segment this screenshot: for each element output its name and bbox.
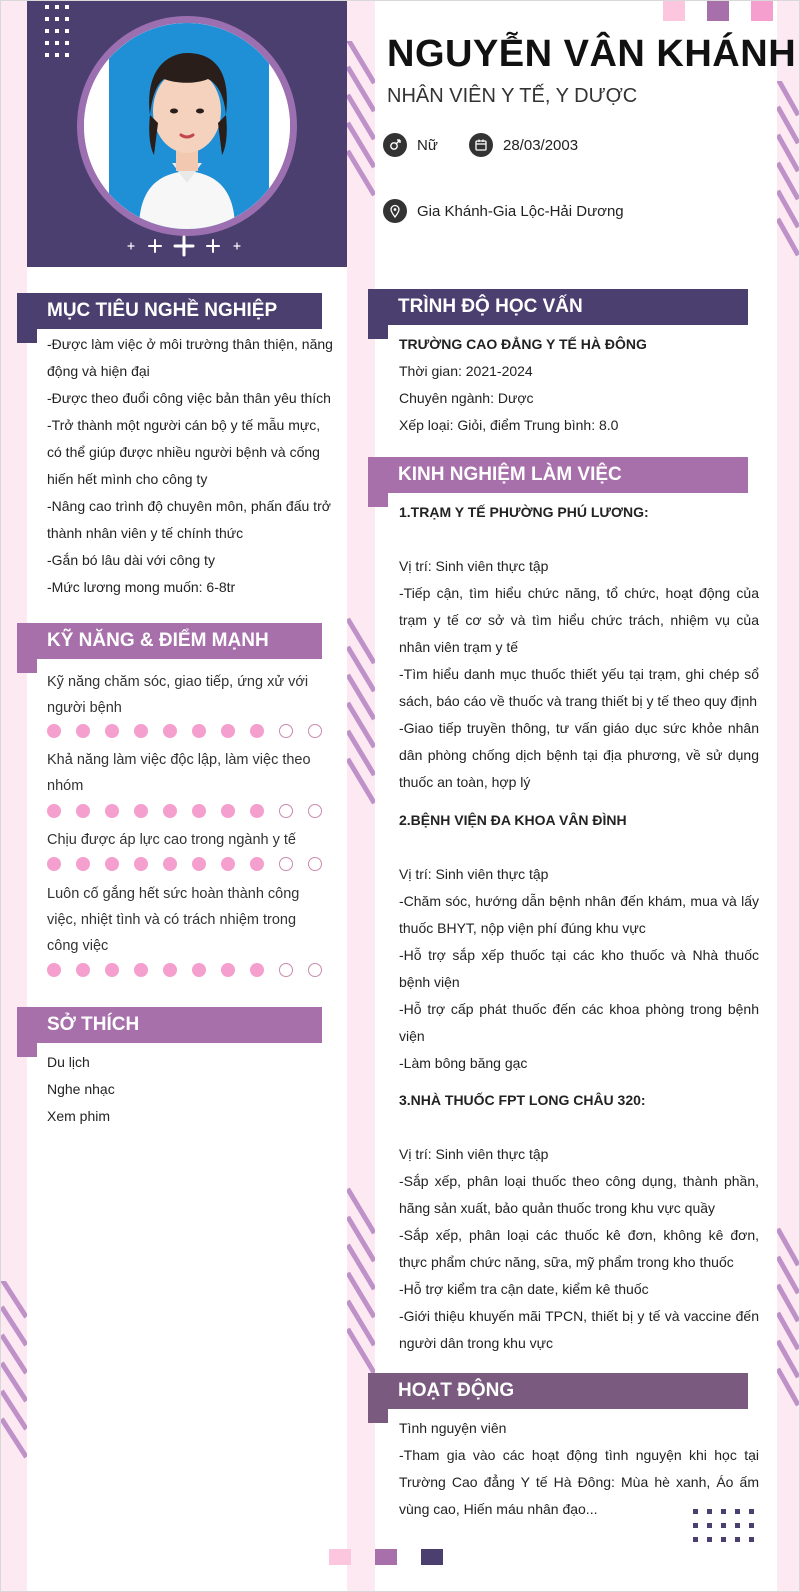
- job-task: -Hỗ trợ sắp xếp thuốc tại các kho thuốc và Nhà thuốc bệnh viện: [399, 947, 759, 990]
- activity-text: -Tham gia vào các hoạt động tình nguyện khi học tại Trường Cao đẳng Y tế Hà Đông: Mùa hè xanh, Áo ấm vùng cao, Hiến máu nhân đạo...: [399, 1447, 759, 1517]
- address-value: Gia Khánh-Gia Lộc-Hải Dương: [417, 202, 624, 220]
- rating-dot-filled: [250, 724, 264, 738]
- education-grade: Xếp loại: Giỏi, điểm Trung bình: 8.0: [399, 417, 619, 433]
- objective-line: -Gắn bó lâu dài với công ty: [47, 552, 215, 568]
- gender-value: Nữ: [417, 136, 438, 154]
- objective-section-header: [17, 293, 322, 329]
- stripe-pattern-left: [1, 1281, 27, 1481]
- job-task: -Giới thiệu khuyến mãi TPCN, thiết bị y tế và vaccine đến người dân trong khu vực: [399, 1308, 759, 1351]
- rating-dot-filled: [76, 857, 90, 871]
- job-position: Vị trí: Sinh viên thực tập: [399, 1146, 549, 1162]
- rating-dot-filled: [221, 963, 235, 977]
- rating-dot-empty: [308, 724, 322, 738]
- rating-dot-filled: [192, 724, 206, 738]
- rating-dot-empty: [279, 804, 293, 818]
- job-entry-2: [399, 807, 759, 1077]
- activity-title: Tình nguyện viên: [399, 1420, 507, 1436]
- rating-dot-filled: [192, 963, 206, 977]
- rating-dot-filled: [76, 963, 90, 977]
- rating-dot-filled: [76, 724, 90, 738]
- job-entry-3: [399, 1087, 759, 1357]
- objective-line: -Được làm việc ở môi trường thân thiện, năng động và hiện đại: [47, 336, 333, 379]
- activities-heading: HOẠT ĐỘNG: [398, 1380, 515, 1401]
- education-period: Thời gian: 2021-2024: [399, 363, 533, 379]
- job-task: -Tiếp cận, tìm hiểu chức năng, tổ chức, hoạt động của trạm y tế cơ sở và tìm hiểu chức trách, nhiệm vụ của nhân viên trạm y tế: [399, 585, 759, 655]
- address-info: [383, 199, 624, 223]
- skill-label: Khả năng làm việc độc lập, làm việc theo nhóm: [47, 752, 311, 794]
- decor-square-pink: [663, 1, 685, 21]
- activities-section-header: [368, 1373, 748, 1409]
- rating-dot-filled: [134, 724, 148, 738]
- stripe-pattern-right: [777, 81, 799, 1501]
- rating-dot-filled: [250, 963, 264, 977]
- skill-rating: [47, 804, 322, 818]
- rating-dot-filled: [134, 804, 148, 818]
- job-task: -Hỗ trợ cấp phát thuốc đến các khoa phòng trong bệnh viện: [399, 1001, 759, 1044]
- objective-line: -Mức lương mong muốn: 6-8tr: [47, 579, 236, 595]
- decor-square-navy-bottom: [421, 1549, 443, 1565]
- hobbies-section-header: [17, 1007, 322, 1043]
- rating-dot-filled: [134, 857, 148, 871]
- rating-dot-filled: [221, 724, 235, 738]
- hobbies-heading: SỞ THÍCH: [47, 1014, 140, 1035]
- birthdate-value: 28/03/2003: [503, 136, 579, 154]
- rating-dot-empty: [279, 724, 293, 738]
- rating-dot-filled: [163, 857, 177, 871]
- rating-dot-empty: [308, 804, 322, 818]
- rating-dot-filled: [163, 804, 177, 818]
- education-content: [399, 331, 759, 439]
- rating-dot-filled: [47, 724, 61, 738]
- objective-text: [47, 331, 335, 601]
- experience-heading: KINH NGHIỆM LÀM VIỆC: [398, 464, 622, 485]
- job-title: 3.NHÀ THUỐC FPT LONG CHÂU 320:: [399, 1092, 646, 1108]
- job-position: Vị trí: Sinh viên thực tập: [399, 558, 549, 574]
- candidate-job-title: NHÂN VIÊN Y TẾ, Y DƯỢC: [387, 85, 638, 107]
- objective-line: -Được theo đuổi công việc bản thân yêu thích: [47, 390, 331, 406]
- dot-grid-decor: [45, 5, 75, 57]
- candidate-name: NGUYỄN VÂN KHÁNH: [387, 33, 797, 75]
- education-heading: TRÌNH ĐỘ HỌC VẤN: [398, 296, 583, 317]
- education-section-header: [368, 289, 748, 325]
- rating-dot-filled: [105, 804, 119, 818]
- rating-dot-filled: [221, 804, 235, 818]
- birthdate-info: [469, 133, 578, 157]
- location-pin-icon: [383, 199, 407, 223]
- gender-icon: [383, 133, 407, 157]
- decor-square-rose: [751, 1, 773, 21]
- education-major: Chuyên ngành: Dược: [399, 390, 534, 406]
- skill-label: Chịu được áp lực cao trong ngành y tế: [47, 832, 296, 848]
- job-position: Vị trí: Sinh viên thực tập: [399, 866, 549, 882]
- job-task: -Chăm sóc, hướng dẫn bệnh nhân đến khám, mua và lấy thuốc BHYT, nộp viện phí đúng khu vực: [399, 893, 759, 936]
- decor-square-purple: [707, 1, 729, 21]
- rating-dot-filled: [221, 857, 235, 871]
- skill-label: Kỹ năng chăm sóc, giao tiếp, ứng xử với người bệnh: [47, 674, 309, 716]
- rating-dot-filled: [250, 857, 264, 871]
- rating-dot-filled: [105, 963, 119, 977]
- decor-square-purple-bottom: [375, 1549, 397, 1565]
- rating-dot-empty: [308, 857, 322, 871]
- experience-section-header: [368, 457, 748, 493]
- rating-dot-filled: [163, 724, 177, 738]
- rating-dot-filled: [105, 857, 119, 871]
- hobby-item: Nghe nhạc: [47, 1081, 115, 1097]
- rating-dot-filled: [250, 804, 264, 818]
- skill-label: Luôn cố gắng hết sức hoàn thành công việc, nhiệt tình và có trách nhiệm trong công việc: [47, 886, 300, 954]
- hobbies-list: [47, 1049, 327, 1130]
- rating-dot-filled: [163, 963, 177, 977]
- job-task: -Tìm hiểu danh mục thuốc thiết yếu tại trạm, ghi chép sổ sách, báo cáo về thuốc và trang thiết bị y tế theo quy định: [399, 666, 759, 709]
- rating-dot-filled: [47, 804, 61, 818]
- rating-dot-filled: [134, 963, 148, 977]
- skills-section-header: [17, 623, 322, 659]
- rating-dot-filled: [47, 963, 61, 977]
- skill-rating: [47, 857, 322, 871]
- dot-grid-decor-bottom: [691, 1509, 761, 1549]
- hobby-item: Xem phim: [47, 1108, 111, 1124]
- gender-info: [383, 133, 438, 157]
- objective-line: -Nâng cao trình độ chuyên môn, phấn đấu trở thành nhân viên y tế chính thức: [47, 498, 331, 541]
- job-task: -Sắp xếp, phân loại các thuốc kê đơn, không kê đơn, thực phẩm chức năng, sữa, mỹ phẩm trong kho thuốc: [399, 1227, 759, 1270]
- objective-line: -Trở thành một người cán bộ y tế mẫu mực, có thể giúp được nhiều người bệnh và cống hiến hết mình cho công ty: [47, 417, 321, 487]
- decor-square-pink-bottom: [329, 1549, 351, 1565]
- rating-dot-filled: [192, 857, 206, 871]
- objective-heading: MỤC TIÊU NGHỀ NGHIỆP: [47, 300, 278, 321]
- stripe-pattern-middle: [347, 41, 375, 1541]
- job-title: 1.TRẠM Y TẾ PHƯỜNG PHÚ LƯƠNG:: [399, 504, 649, 520]
- calendar-icon: [469, 133, 493, 157]
- sparkle-decor: [27, 233, 347, 259]
- hobby-item: Du lịch: [47, 1054, 90, 1070]
- rating-dot-filled: [105, 724, 119, 738]
- skill-rating: [47, 724, 322, 738]
- profile-photo: [77, 16, 297, 236]
- education-school: TRƯỜNG CAO ĐẲNG Y TẾ HÀ ĐÔNG: [399, 336, 647, 352]
- job-title: 2.BỆNH VIỆN ĐA KHOA VÂN ĐÌNH: [399, 812, 627, 828]
- skill-rating: [47, 963, 322, 977]
- job-task: -Hỗ trợ kiểm tra cận date, kiểm kê thuốc: [399, 1281, 649, 1297]
- activities-content: [399, 1415, 759, 1523]
- job-task: -Giao tiếp truyền thông, tư vấn giáo dục sức khỏe nhân dân phòng chống dịch bệnh tại địa phương, về sử dụng thuốc an toàn, hợp lý: [399, 720, 759, 790]
- rating-dot-empty: [279, 963, 293, 977]
- job-task: -Sắp xếp, phân loại thuốc theo công dụng, thành phần, hãng sản xuất, bảo quản thuốc trong khu vực quầy: [399, 1173, 759, 1216]
- rating-dot-filled: [192, 804, 206, 818]
- rating-dot-filled: [47, 857, 61, 871]
- photo-header-block: [27, 1, 347, 267]
- rating-dot-empty: [308, 963, 322, 977]
- rating-dot-empty: [279, 857, 293, 871]
- skills-heading: KỸ NĂNG & ĐIỂM MẠNH: [47, 630, 269, 651]
- rating-dot-filled: [76, 804, 90, 818]
- job-task: -Làm bông băng gạc: [399, 1055, 528, 1071]
- job-entry-1: [399, 499, 759, 796]
